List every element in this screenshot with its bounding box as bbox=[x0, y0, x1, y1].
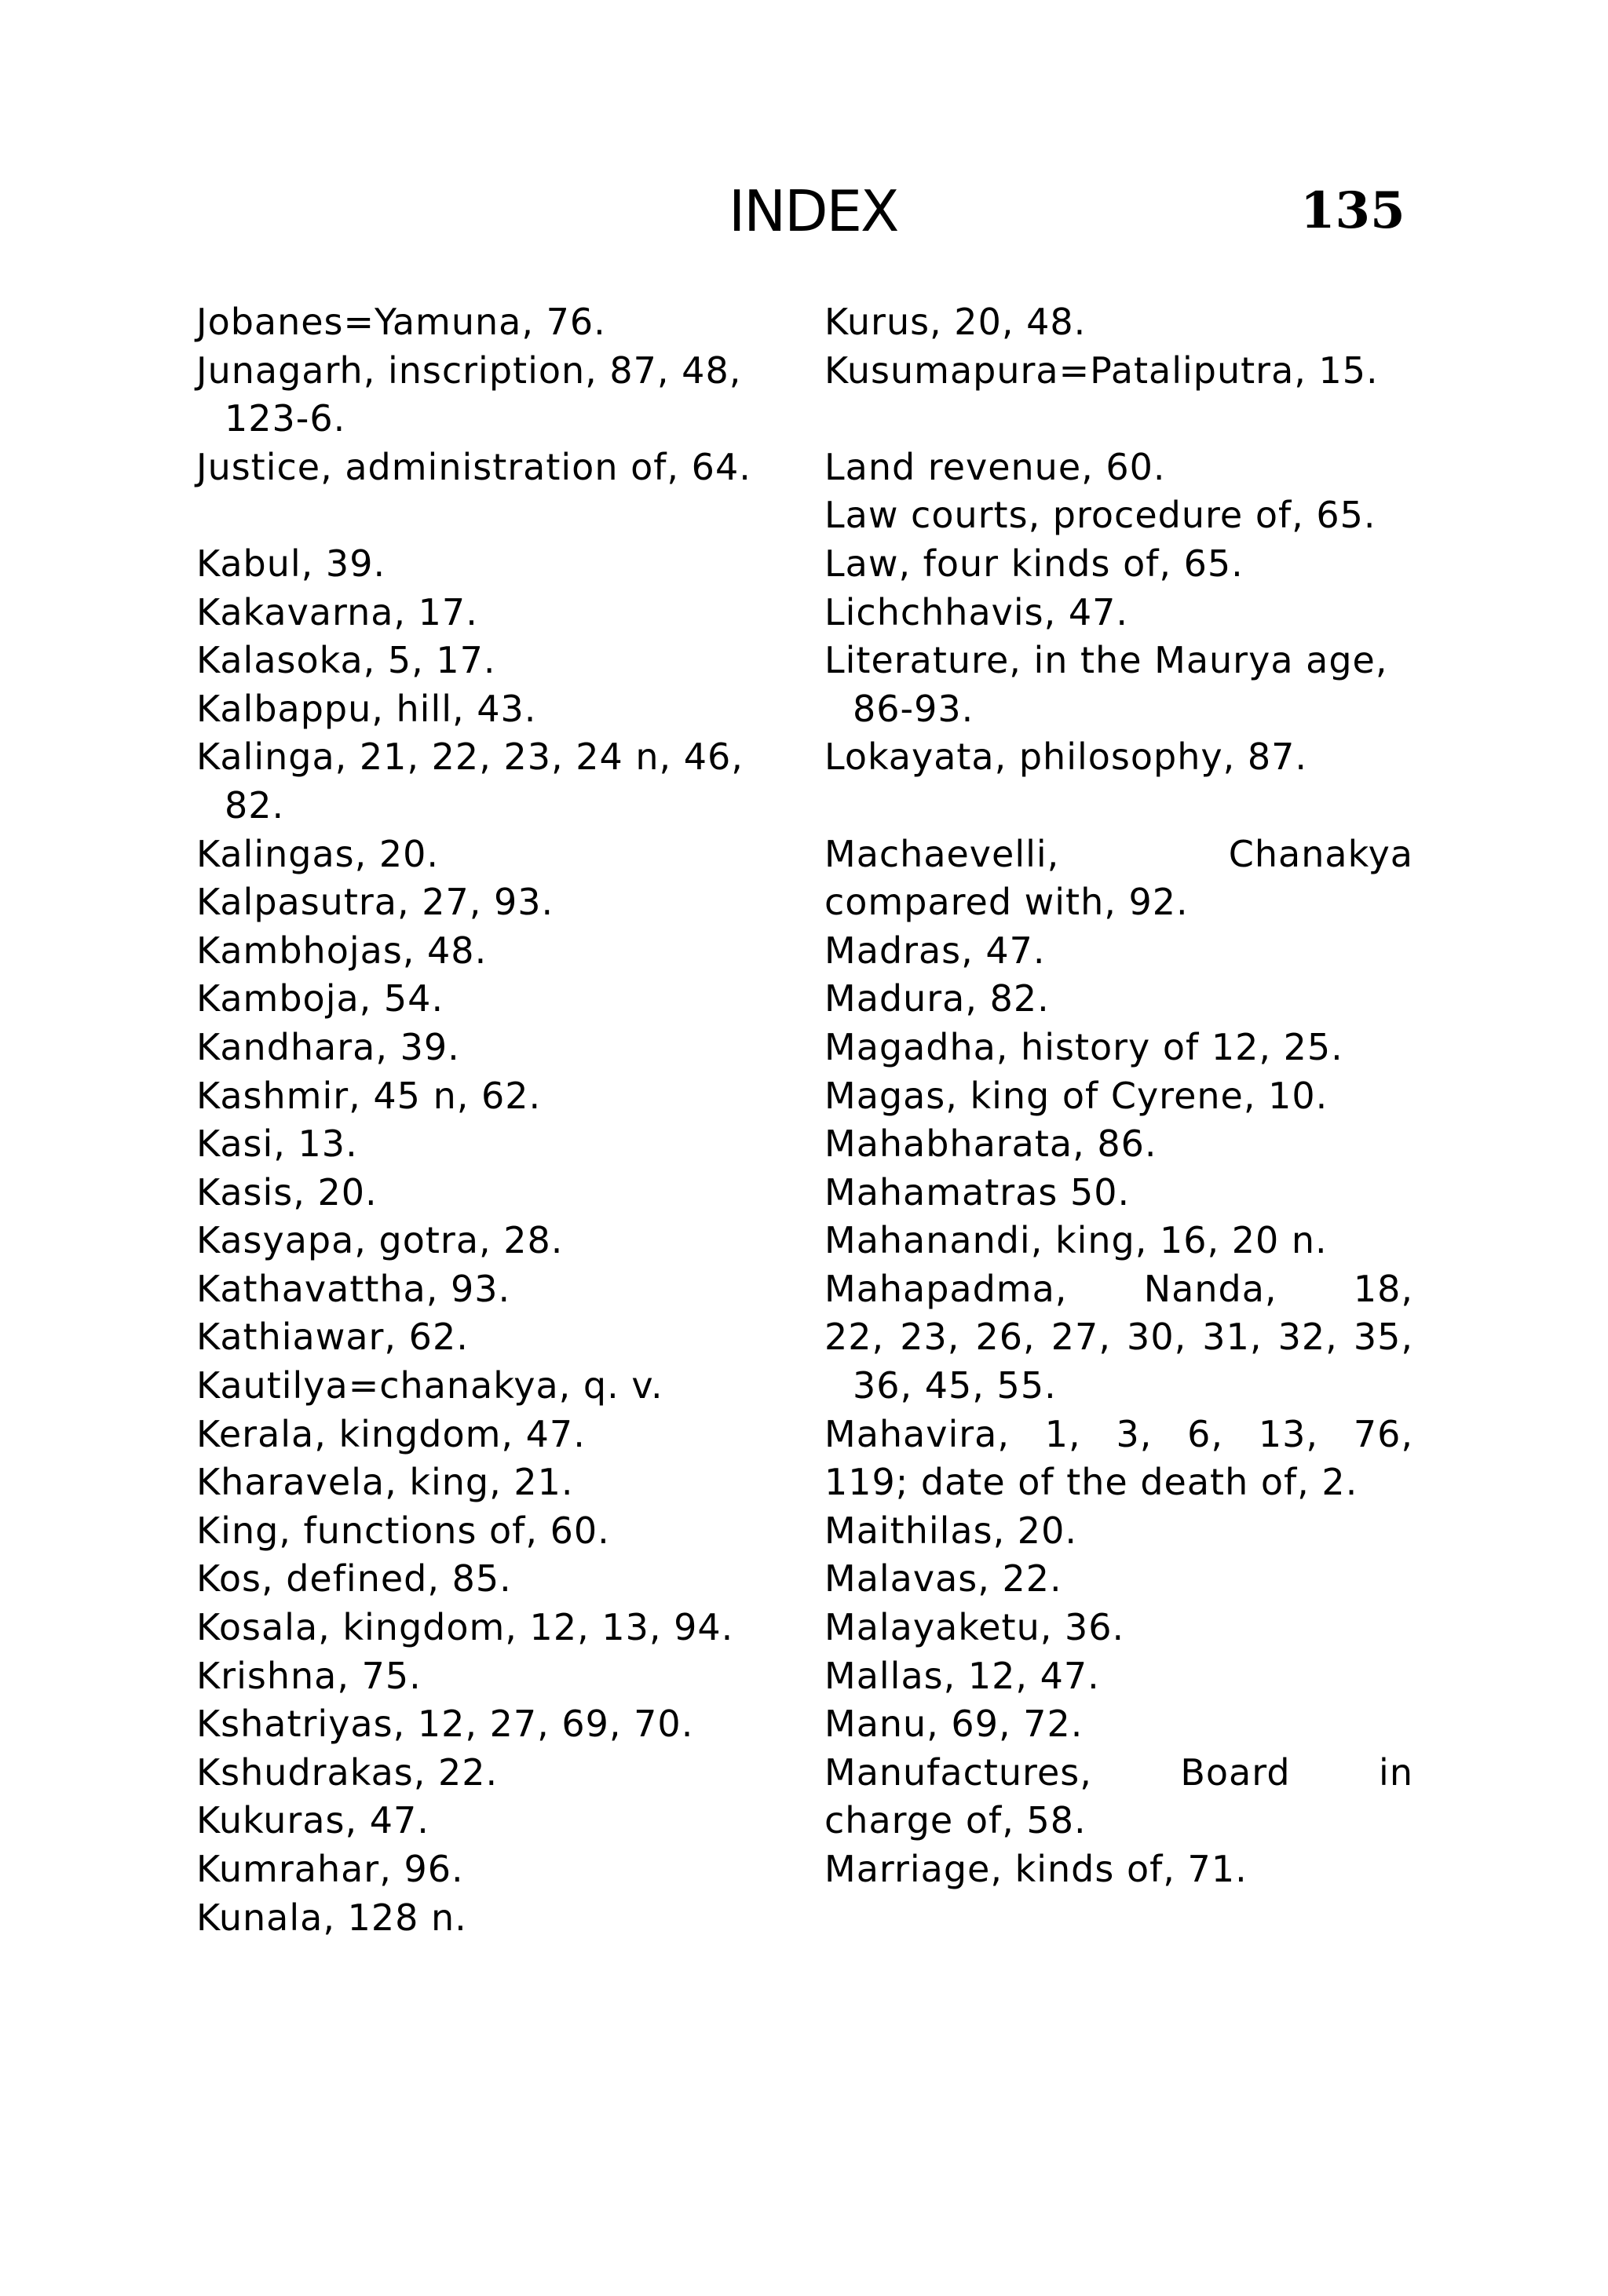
index-column-right bbox=[824, 298, 1413, 1894]
entry-continuation: compared with, 92. bbox=[824, 881, 1189, 924]
index-entry: Kalpasutra, 27, 93. bbox=[196, 881, 554, 924]
entry-head: Mahapadma, Nanda, 18, bbox=[824, 1267, 1413, 1310]
entry-head: Manufactures, Board in bbox=[824, 1750, 1413, 1794]
index-entry: Kharavela, king, 21. bbox=[196, 1461, 574, 1504]
index-entry: Kerala, kingdom, 47. bbox=[196, 1412, 586, 1455]
index-entry: Kabul, 39. bbox=[196, 542, 386, 585]
index-entry: Law, four kinds of, 65. bbox=[824, 542, 1244, 585]
entry-continuation: 22, 23, 26, 27, 30, 31, 32, 35, 36, 45, 55. bbox=[824, 1316, 1413, 1407]
index-entry: Kalingas, 20. bbox=[196, 832, 440, 875]
index-entry: King, functions of, 60. bbox=[196, 1509, 610, 1552]
index-entry: Kasis, 20. bbox=[196, 1170, 378, 1214]
index-entry: Kos, defined, 85. bbox=[196, 1557, 512, 1601]
index-entry: Mahabharata, 86. bbox=[824, 1122, 1157, 1166]
page-header bbox=[0, 176, 1608, 246]
index-entry: Kshatriyas, 12, 27, 69, 70. bbox=[196, 1703, 694, 1746]
index-entry: Kalbappu, hill, 43. bbox=[196, 687, 537, 730]
index-entry: Marriage, kinds of, 71. bbox=[824, 1848, 1248, 1890]
index-entry: Kalinga, 21, 22, 23, 24 n, 46, 82. bbox=[196, 736, 744, 827]
index-entry: Kusumapura=Pataliputra, 15. bbox=[824, 349, 1379, 392]
index-entry: Maithilas, 20. bbox=[824, 1509, 1077, 1552]
entry-continuation: charge of, 58. bbox=[824, 1799, 1087, 1842]
index-entry: Krishna, 75. bbox=[196, 1654, 422, 1697]
entry-continuation: 119; date of the death of, 2. bbox=[824, 1461, 1358, 1504]
index-entry: Jobanes=Yamuna, 76. bbox=[196, 301, 606, 343]
index-entry bbox=[824, 1265, 1413, 1411]
index-entry: Mahamatras 50. bbox=[824, 1170, 1131, 1214]
index-entry: Literature, in the Maurya age, 86-93. bbox=[824, 639, 1388, 730]
index-entry: Kathiawar, 62. bbox=[196, 1316, 469, 1359]
index-entry: Kunala, 128 n. bbox=[196, 1896, 467, 1939]
index-entry: Mahanandi, king, 16, 20 n. bbox=[824, 1219, 1328, 1262]
index-entry bbox=[824, 830, 1413, 927]
index-entry: Kukuras, 47. bbox=[196, 1799, 429, 1842]
index-entry: Manu, 69, 72. bbox=[824, 1703, 1084, 1746]
index-entry: Kandhara, 39. bbox=[196, 1025, 460, 1068]
index-entry: Lokayata, philosophy, 87. bbox=[824, 736, 1308, 779]
entry-head: Mahavira, 1, 3, 6, 13, 76, bbox=[824, 1412, 1413, 1455]
index-entry: Junagarh, inscription, 87, 48, 123-6. bbox=[196, 349, 742, 440]
index-entry: Law courts, procedure of, 65. bbox=[824, 494, 1376, 537]
index-entry: Kasi, 13. bbox=[196, 1122, 358, 1166]
index-entry: Kashmir, 45 n, 62. bbox=[196, 1074, 542, 1117]
index-entry: Kambhojas, 48. bbox=[196, 929, 488, 972]
page-title: INDEX bbox=[729, 178, 898, 244]
index-entry: Kumrahar, 96. bbox=[196, 1848, 464, 1890]
index-entry: Kamboja, 54. bbox=[196, 977, 444, 1020]
index-entry: Justice, administration of, 64. bbox=[196, 445, 751, 488]
index-column-left bbox=[196, 298, 801, 1942]
index-entry: Magas, king of Cyrene, 10. bbox=[824, 1074, 1328, 1117]
index-entry: Kshudrakas, 22. bbox=[196, 1750, 499, 1794]
index-entry: Kathavattha, 93. bbox=[196, 1267, 511, 1310]
index-entry: Kosala, kingdom, 12, 13, 94. bbox=[196, 1606, 734, 1649]
index-entry: Madura, 82. bbox=[824, 977, 1050, 1020]
index-entry bbox=[824, 1749, 1413, 1845]
entry-head: Machaevelli, Chanakya bbox=[824, 832, 1413, 875]
index-entry: Magadha, history of 12, 25. bbox=[824, 1025, 1343, 1068]
index-entry: Kautilya=chanakya, q. v. bbox=[196, 1364, 663, 1407]
index-entry: Malavas, 22. bbox=[824, 1557, 1062, 1601]
index-entry: Kalasoka, 5, 17. bbox=[196, 639, 496, 682]
index-entry: Malayaketu, 36. bbox=[824, 1606, 1125, 1649]
index-entry: Lichchhavis, 47. bbox=[824, 590, 1129, 633]
index-entry: Land revenue, 60. bbox=[824, 445, 1166, 488]
index-entry: Madras, 47. bbox=[824, 929, 1046, 972]
index-entry bbox=[824, 1411, 1413, 1507]
index-entry: Mallas, 12, 47. bbox=[824, 1654, 1100, 1697]
index-entry: Kakavarna, 17. bbox=[196, 590, 478, 633]
page-number: 135 bbox=[1300, 181, 1405, 240]
index-entry: Kurus, 20, 48. bbox=[824, 301, 1087, 343]
index-entry: Kasyapa, gotra, 28. bbox=[196, 1219, 564, 1262]
